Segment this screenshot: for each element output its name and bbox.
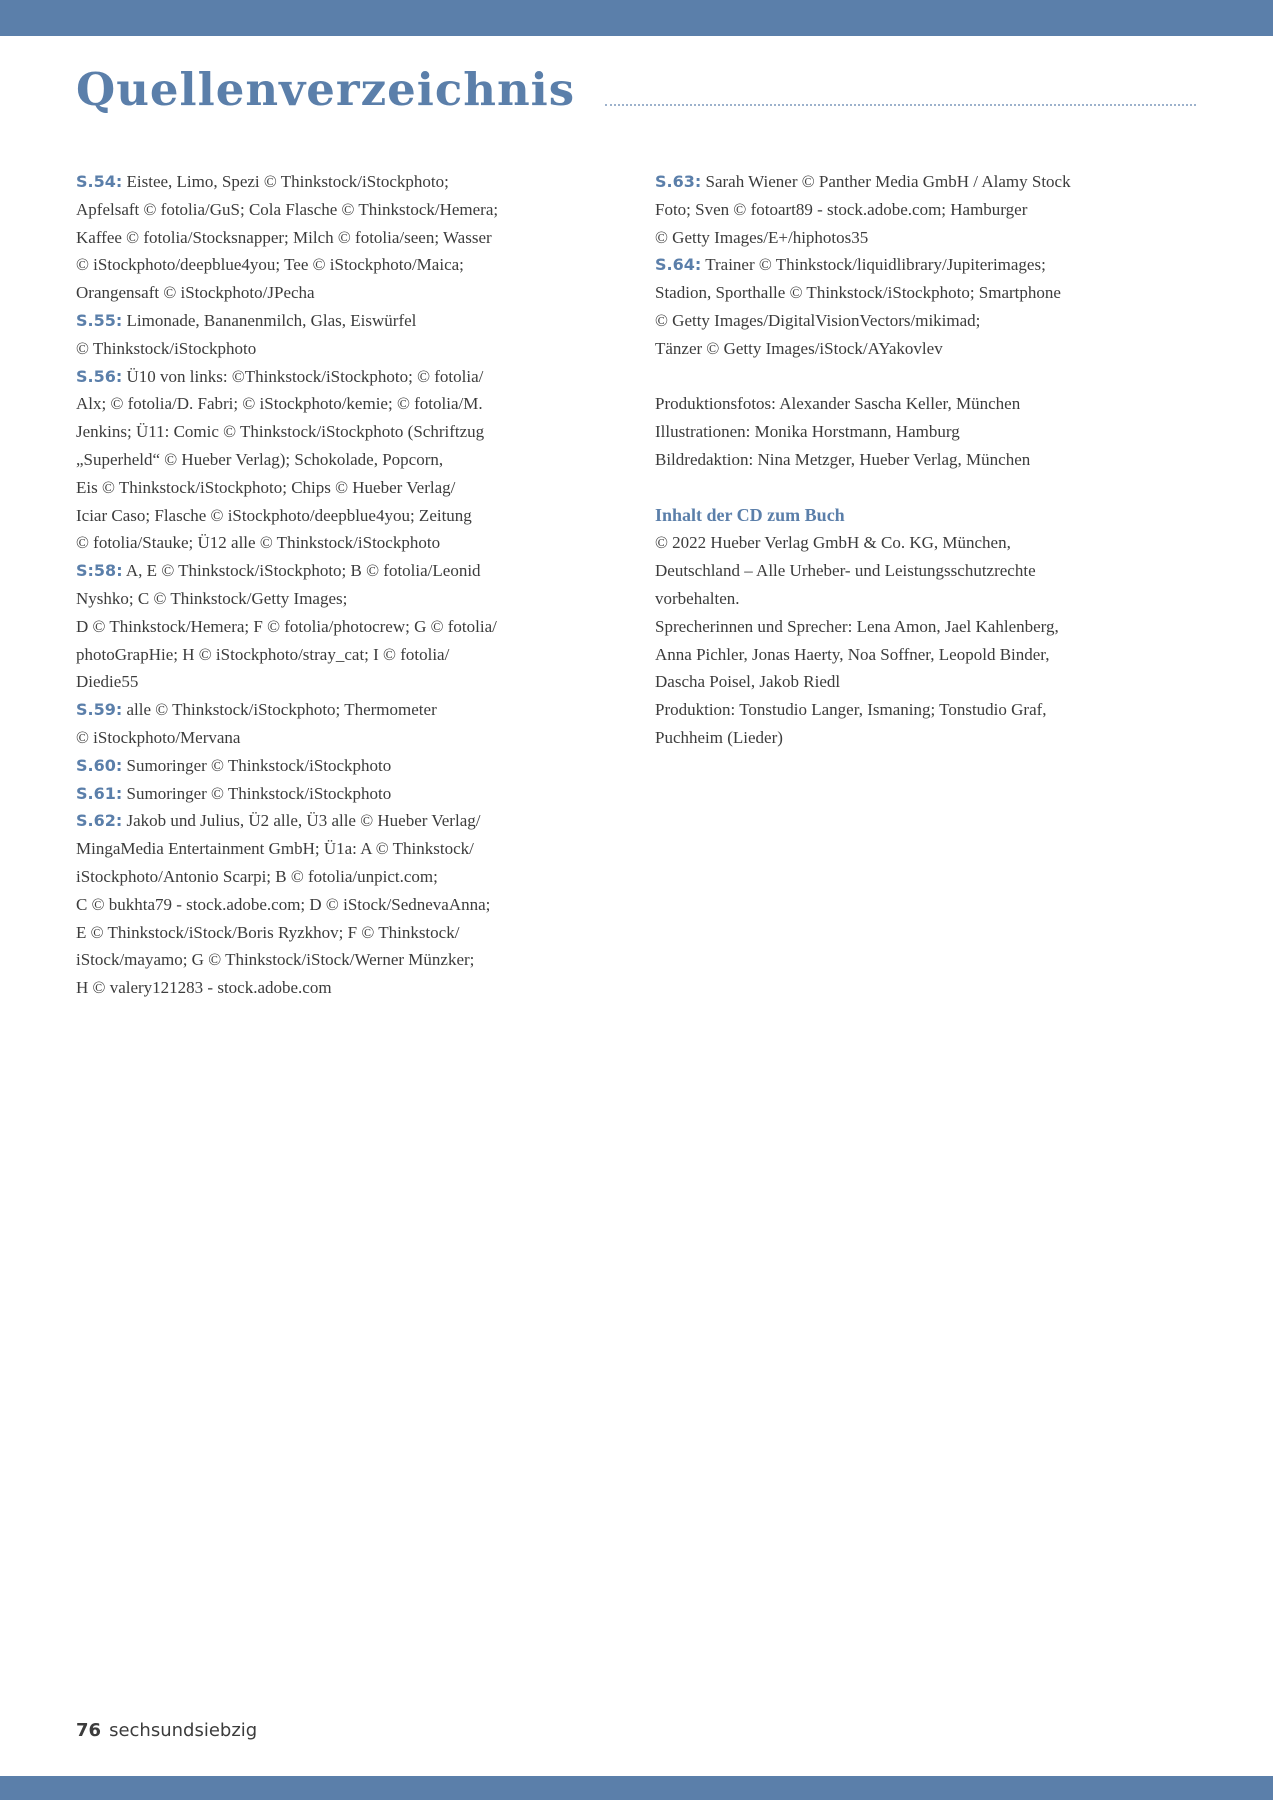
- title-dotted-leader: [605, 102, 1196, 106]
- bottom-color-bar: [0, 1776, 1273, 1800]
- cd-line: vorbehalten.: [655, 588, 740, 608]
- cd-line: Sprecherinnen und Sprecher: Lena Amon, Jael Kahlenberg,: [655, 616, 1059, 636]
- entry-label: S.63:: [655, 172, 702, 191]
- entry-label: S.56:: [76, 366, 123, 386]
- entry-label: S.62:: [76, 811, 123, 831]
- entry-line: © Getty Images/E+/hiphotos35: [655, 227, 869, 247]
- entry-line: © fotolia/Stauke; Ü12 alle © Thinkstock/iStockphoto: [76, 533, 441, 553]
- entry-label: S.61:: [76, 783, 123, 803]
- entry-label: S.64:: [655, 255, 702, 275]
- entry-line: alle © Thinkstock/iStockphoto; Thermometer: [126, 700, 437, 720]
- right-column: [655, 168, 1195, 752]
- entry-line: C © bukhta79 - stock.adobe.com; D © iStock/SednevaAnna;: [76, 894, 491, 914]
- source-entry-s56: [76, 363, 616, 558]
- entry-line: Sumoringer © Thinkstock/iStockphoto: [126, 783, 392, 803]
- title-row: [76, 60, 1196, 120]
- credit-line: Bildredaktion: Nina Metzger, Hueber Verlag, München: [655, 449, 1031, 469]
- entry-line: © iStockphoto/deepblue4you; Tee © iStockphoto/Maica;: [76, 255, 464, 275]
- source-entry-s58: [76, 557, 616, 696]
- entry-line: Tänzer © Getty Images/iStock/AYakovlev: [655, 338, 943, 358]
- cd-line: Produktion: Tonstudio Langer, Ismaning; Tonstudio Graf,: [655, 700, 1047, 720]
- entry-line: Trainer © Thinkstock/liquidlibrary/Jupiterimages;: [705, 255, 1046, 275]
- entry-line: D © Thinkstock/Hemera; F © fotolia/photocrew; G © fotolia/: [76, 616, 497, 636]
- entry-line: iStockphoto/Antonio Scarpi; B © fotolia/unpict.com;: [76, 866, 438, 886]
- entry-label: S.59:: [76, 700, 123, 720]
- entry-line: „Superheld“ © Hueber Verlag); Schokolade, Popcorn,: [76, 449, 444, 469]
- entry-line: Sarah Wiener © Panther Media GmbH / Alamy Stock: [705, 172, 1071, 191]
- cd-section-heading: Inhalt der CD zum Buch: [655, 504, 845, 525]
- cd-line: Dascha Poisel, Jakob Riedl: [655, 672, 841, 692]
- credit-line: Produktionsfotos: Alexander Sascha Keller, München: [655, 394, 1021, 414]
- entry-line: Alx; © fotolia/D. Fabri; © iStockphoto/kemie; © fotolia/M.: [76, 394, 483, 414]
- credit-line: Illustrationen: Monika Horstmann, Hamburg: [655, 422, 960, 442]
- entry-line: photoGrapHie; H © iStockphoto/stray_cat; I © fotolia/: [76, 644, 450, 664]
- cd-line: Anna Pichler, Jonas Haerty, Noa Soffner, Leopold Binder,: [655, 644, 1050, 664]
- entry-line: Nyshko; C © Thinkstock/Getty Images;: [76, 588, 348, 608]
- entry-line: © iStockphoto/Mervana: [76, 727, 241, 747]
- entry-line: A, E © Thinkstock/iStockphoto; B © fotolia/Leonid: [125, 561, 481, 581]
- page-number-word: sechsundsiebzig: [109, 1720, 258, 1741]
- entry-line: © Thinkstock/iStockphoto: [76, 338, 257, 358]
- entry-line: Kaffee © fotolia/Stocksnapper; Milch © fotolia/seen; Wasser: [76, 227, 492, 247]
- entry-line: E © Thinkstock/iStock/Boris Ryzkhov; F © Thinkstock/: [76, 922, 460, 942]
- production-credits: [655, 390, 1195, 473]
- entry-line: Foto; Sven © fotoart89 - stock.adobe.com; Hamburger: [655, 199, 1028, 219]
- entry-line: © Getty Images/DigitalVisionVectors/mikimad;: [655, 310, 981, 330]
- page-number: 76: [76, 1720, 102, 1741]
- entry-line: MingaMedia Entertainment GmbH; Ü1a: A © Thinkstock/: [76, 839, 474, 859]
- entry-label: S:58:: [76, 561, 123, 581]
- entry-line: Eistee, Limo, Spezi © Thinkstock/iStockphoto;: [126, 172, 449, 191]
- entry-line: H © valery121283 - stock.adobe.com: [76, 978, 332, 998]
- left-column: [76, 168, 616, 1002]
- page-title: Quellenverzeichnis: [76, 63, 576, 116]
- cd-line: © 2022 Hueber Verlag GmbH & Co. KG, München,: [655, 533, 1011, 553]
- entry-line: Sumoringer © Thinkstock/iStockphoto: [126, 755, 392, 775]
- source-entry-s62: [76, 807, 616, 1002]
- entry-line: Ü10 von links: ©Thinkstock/iStockphoto; © fotolia/: [126, 366, 484, 386]
- source-entry-s55: [76, 307, 616, 363]
- entry-label: S.54:: [76, 172, 123, 191]
- top-color-bar: [0, 0, 1273, 36]
- entry-line: Jakob und Julius, Ü2 alle, Ü3 alle © Hueber Verlag/: [126, 811, 481, 831]
- source-entry-s63: [655, 168, 1195, 251]
- source-entry-s59: [76, 696, 616, 752]
- source-entry-s61: [76, 780, 616, 808]
- entry-line: Orangensaft © iStockphoto/JPecha: [76, 283, 315, 303]
- entry-line: Diedie55: [76, 672, 139, 692]
- source-entry-s64: [655, 251, 1195, 362]
- source-entry-s54: [76, 168, 616, 307]
- source-entry-s60: [76, 752, 616, 780]
- entry-label: S.60:: [76, 755, 123, 775]
- page-footer: [76, 1720, 257, 1741]
- spacer: [655, 363, 1195, 391]
- entry-line: Iciar Caso; Flasche © iStockphoto/deepblue4you; Zeitung: [76, 505, 472, 525]
- entry-line: Eis © Thinkstock/iStockphoto; Chips © Hueber Verlag/: [76, 477, 456, 497]
- cd-line: Deutschland – Alle Urheber- und Leistungsschutzrechte: [655, 561, 1036, 581]
- entry-line: Apfelsaft © fotolia/GuS; Cola Flasche © Thinkstock/Hemera;: [76, 199, 499, 219]
- spacer: [655, 474, 1195, 502]
- entry-label: S.55:: [76, 310, 123, 330]
- entry-line: Jenkins; Ü11: Comic © Thinkstock/iStockphoto (Schriftzug: [76, 422, 485, 442]
- entry-line: iStock/mayamo; G © Thinkstock/iStock/Werner Münzker;: [76, 950, 475, 970]
- entry-line: Stadion, Sporthalle © Thinkstock/iStockphoto; Smartphone: [655, 283, 1061, 303]
- cd-line: Puchheim (Lieder): [655, 727, 783, 747]
- cd-contents-section: [655, 502, 1195, 752]
- entry-line: Limonade, Bananenmilch, Glas, Eiswürfel: [126, 310, 417, 330]
